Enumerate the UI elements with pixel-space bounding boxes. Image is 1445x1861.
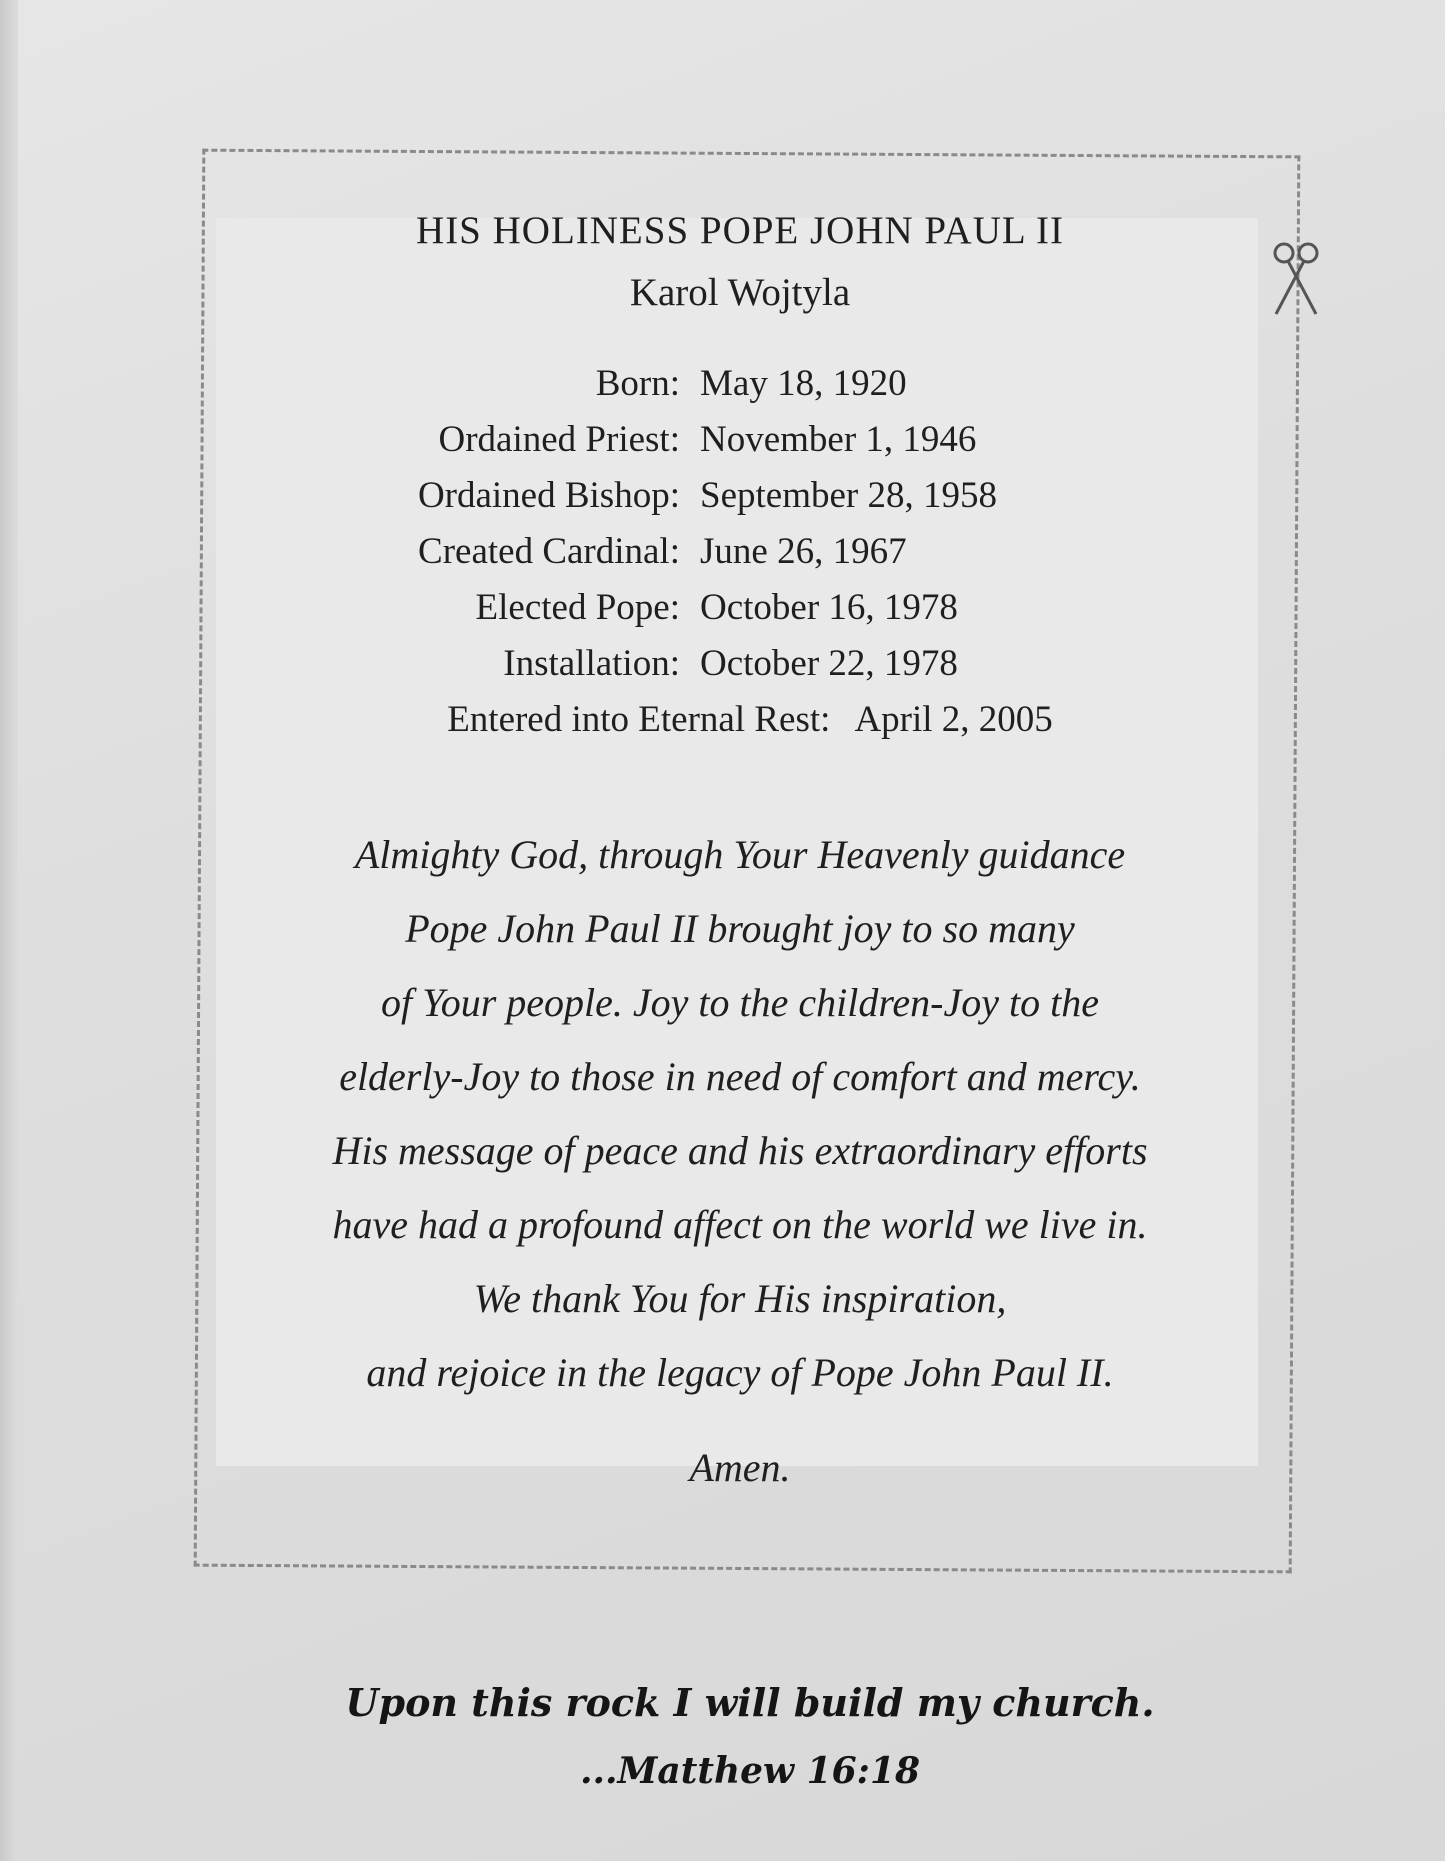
prayer-line: and rejoice in the legacy of Pope John Paul II. xyxy=(366,1350,1114,1395)
scripture-citation: ...Matthew 16:18 xyxy=(579,1750,921,1792)
milestone-row xyxy=(250,412,1250,468)
milestone-row xyxy=(250,636,1250,692)
milestone-label: Ordained Priest: xyxy=(438,419,680,460)
prayer-text xyxy=(200,818,1280,1410)
milestone-date: April 2, 2005 xyxy=(854,699,1053,740)
prayer-line: His message of peace and his extraordinary efforts xyxy=(332,1128,1148,1173)
birth-name: Karol Wojtyla xyxy=(629,271,851,314)
milestone-date: November 1, 1946 xyxy=(700,419,977,460)
scissors-icon xyxy=(1268,240,1324,320)
milestone-row xyxy=(250,692,1250,748)
milestones-list xyxy=(250,356,1250,748)
card-title: HIS HOLINESS POPE JOHN PAUL II xyxy=(416,209,1064,252)
milestone-row xyxy=(250,524,1250,580)
milestone-row xyxy=(250,580,1250,636)
prayer-line: have had a profound affect on the world we live in. xyxy=(332,1202,1148,1247)
milestone-date: October 22, 1978 xyxy=(700,643,958,684)
prayer-line: We thank You for His inspiration, xyxy=(473,1276,1007,1321)
milestone-label: Entered into Eternal Rest: xyxy=(447,699,831,740)
milestone-label: Ordained Bishop: xyxy=(417,475,680,516)
milestone-label: Born: xyxy=(595,363,680,404)
prayer-line: of Your people. Joy to the children-Joy to the xyxy=(381,980,1099,1025)
prayer-closing: Amen. xyxy=(689,1445,791,1490)
prayer-line: Pope John Paul II brought joy to so many xyxy=(405,906,1075,951)
prayer-line: Almighty God, through Your Heavenly guidance xyxy=(354,832,1126,877)
page-edge-shadow xyxy=(0,0,18,1861)
milestone-row xyxy=(250,356,1250,412)
milestone-date: June 26, 1967 xyxy=(700,531,907,572)
prayer-line: elderly-Joy to those in need of comfort and mercy. xyxy=(339,1054,1141,1099)
milestone-label: Installation: xyxy=(503,643,680,684)
milestone-label: Created Cardinal: xyxy=(418,531,680,572)
milestone-row xyxy=(250,468,1250,524)
milestone-date: October 16, 1978 xyxy=(700,587,958,628)
scripture-quote: Upon this rock I will build my church. xyxy=(345,1680,1155,1725)
milestone-date: May 18, 1920 xyxy=(700,363,907,404)
milestone-label: Elected Pope: xyxy=(475,587,680,628)
milestone-date: September 28, 1958 xyxy=(700,475,997,516)
